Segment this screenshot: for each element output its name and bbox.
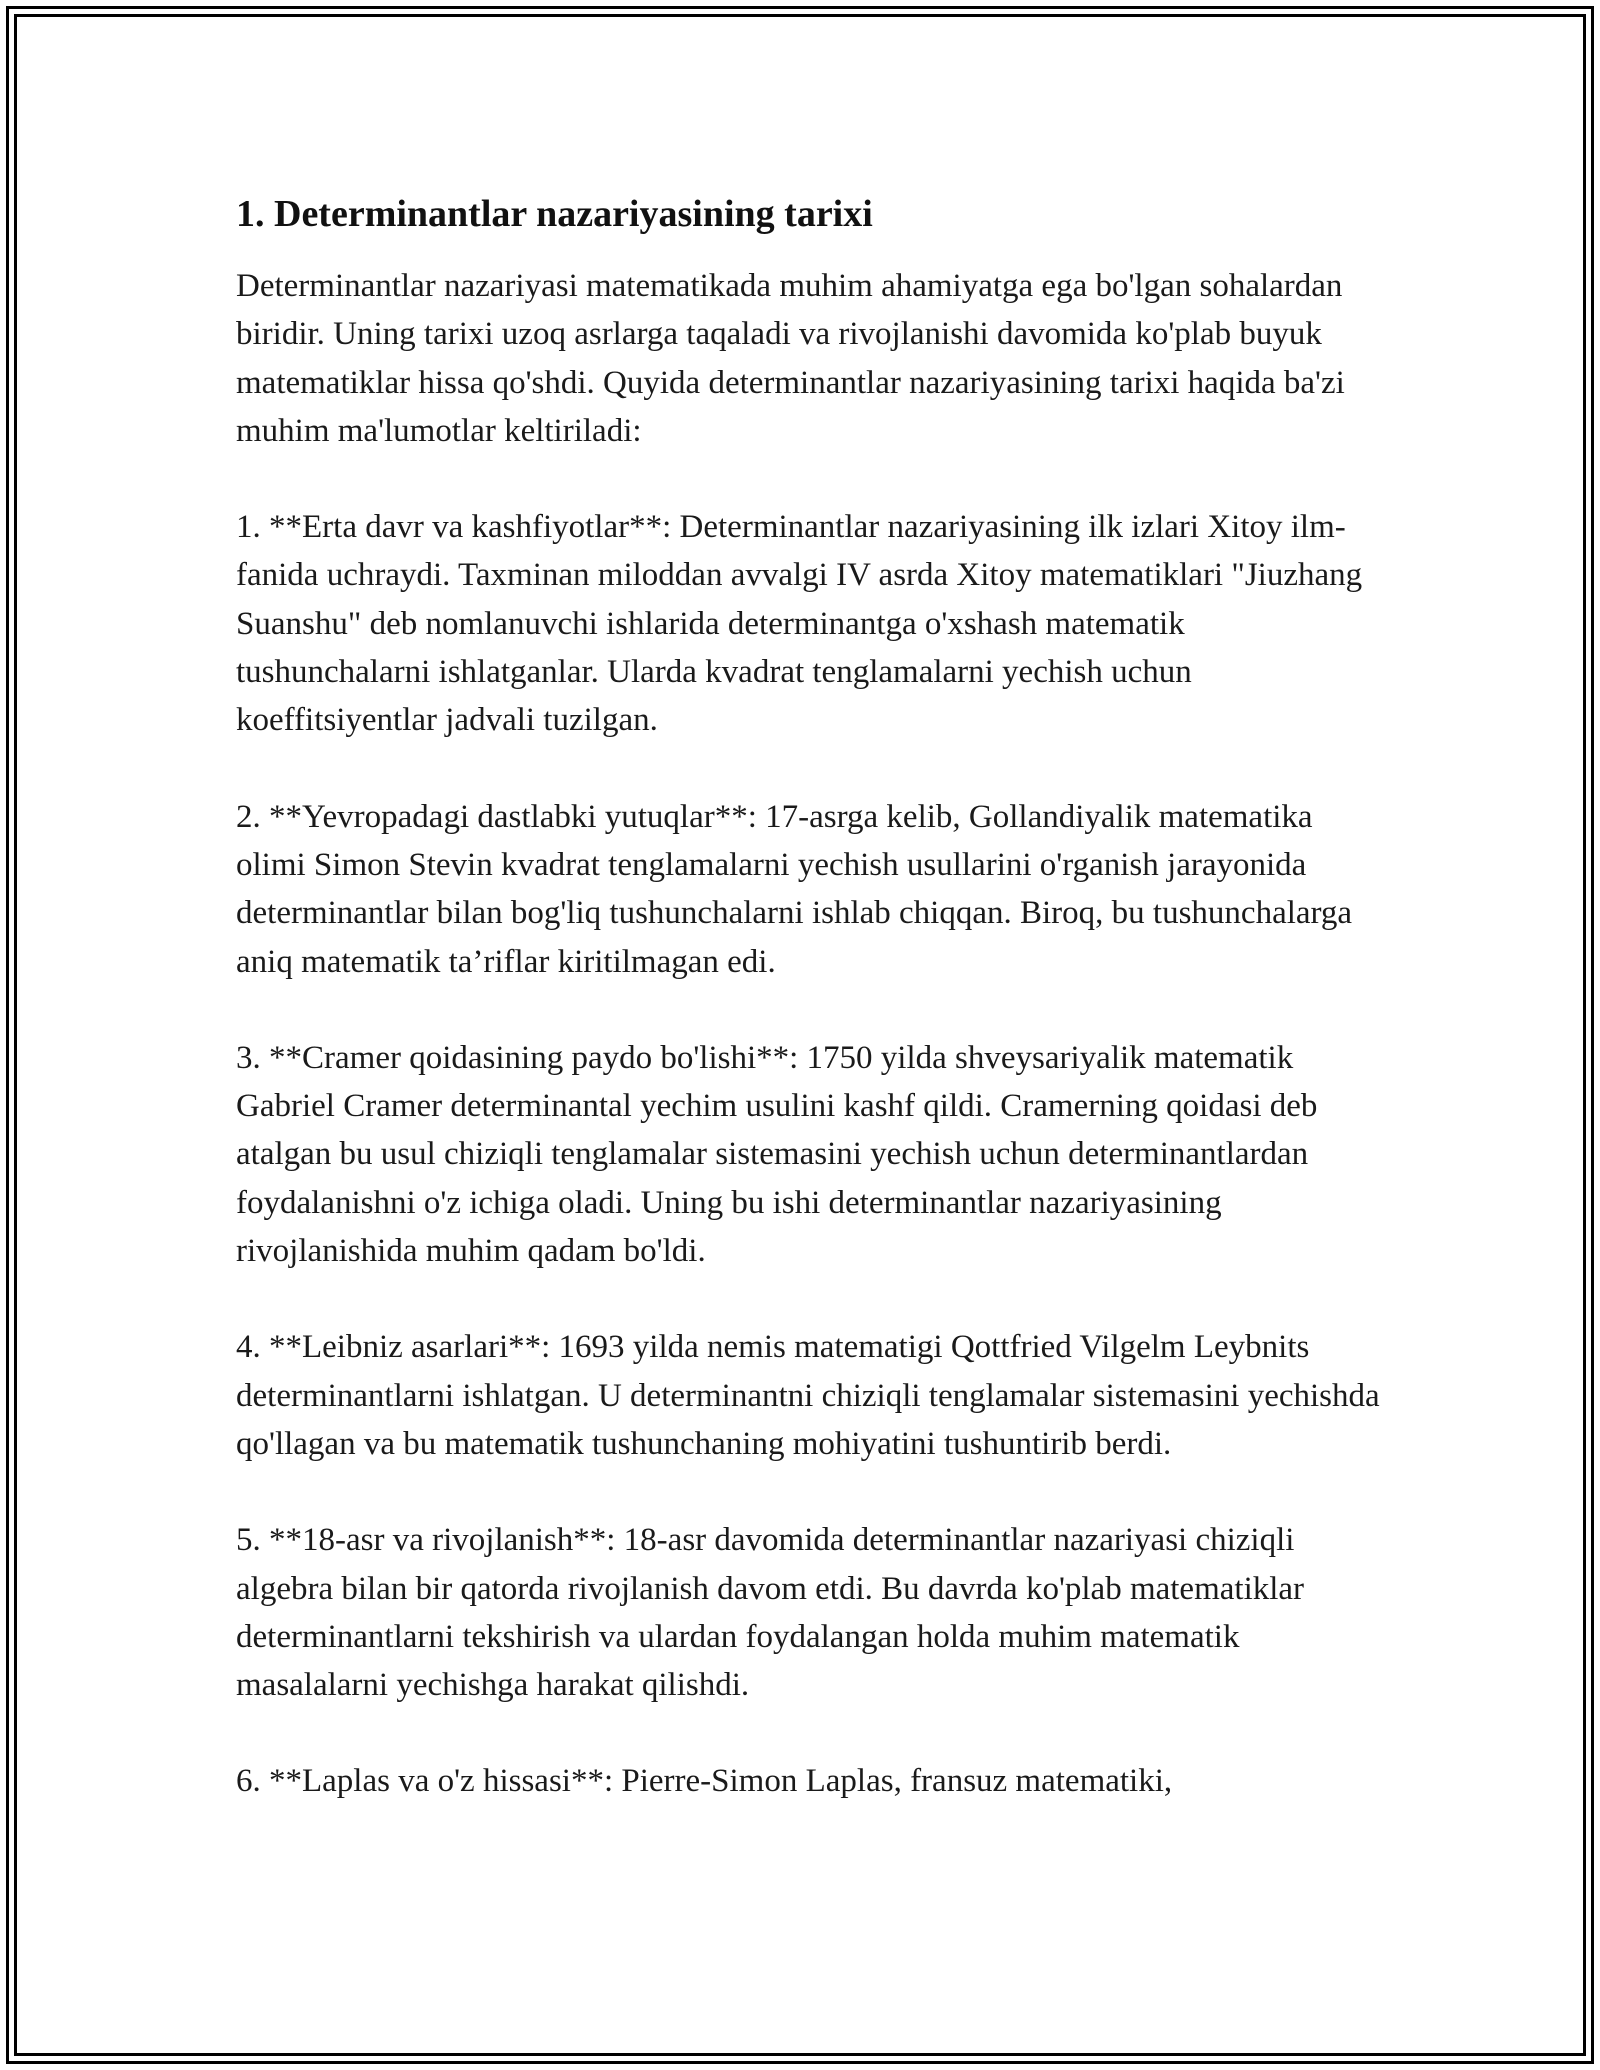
document-body	[236, 186, 1386, 1806]
paragraph-erta-davr: 1. **Erta davr va kashfiyotlar**: Determinantlar nazariyasining ilk izlari Xitoy ilm-fanida uchraydi. Taxminan miloddan avvalgi IV asrda Xitoy matematiklari "Jiuzhang Suanshu" deb nomlanuvchi ishlarida determinantga o'xshash matematik tushunchalarni ishlatganlar. Ularda kvadrat tenglamalarni yechish uchun koeffitsiyentlar jadvali tuzilgan.	[236, 509, 1363, 739]
paragraph-laplas: 6. **Laplas va o'z hissasi**: Pierre-Simon Laplas, fransuz matematiki,	[236, 1763, 1173, 1800]
paragraph-cramer: 3. **Cramer qoidasining paydo bo'lishi**: 1750 yilda shveysariyalik matematik Gabriel Cramer determinantal yechim usulini kashf qildi. Cramerning qoidasi deb atalgan bu usul chiziqli tenglamalar sistemasini yechish uchun determinantlardan foydalanishni o'z ichiga oladi. Uning bu ishi determinantlar nazariyasining rivojlanishida muhim qadam bo'ldi.	[236, 1039, 1318, 1270]
document-title: 1. Determinantlar nazariyasining tarixi	[236, 193, 873, 235]
paragraph-yevropa: 2. **Yevropadagi dastlabki yutuqlar**: 17-asrga kelib, Gollandiyalik matematika olimi Simon Stevin kvadrat tenglamalarni yechish usullarini o'rganish jarayonida determinantlar bilan bog'liq tushunchalarni ishlab chiqqan. Biroq, bu tushunchalarga aniq matematik ta’riflar kiritilmagan edi.	[236, 798, 1353, 980]
paragraph-leibniz: 4. **Leibniz asarlari**: 1693 yilda nemis matematigi Qottfried Vilgelm Leybnits determinantlarni ishlatgan. U determinantni chiziqli tenglamalar sistemasini yechishda qo'llagan va bu matematik tushunchaning mohiyatini tushuntirib berdi.	[236, 1329, 1380, 1462]
intro-paragraph: Determinantlar nazariyasi matematikada muhim ahamiyatga ega bo'lgan sohalardan biridir. Uning tarixi uzoq asrlarga taqaladi va rivojlanishi davomida ko'plab buyuk matematiklar hissa qo'shdi. Quyida determinantlar nazariyasining tarixi haqida ba'zi muhim ma'lumotlar keltiriladi:	[236, 268, 1345, 449]
paragraph-18-asr: 5. **18-asr va rivojlanish**: 18-asr davomida determinantlar nazariyasi chiziqli algebra bilan bir qatorda rivojlanish davom etdi. Bu davrda ko'plab matematiklar determinantlarni tekshirish va ulardan foydalangan holda muhim matematik masalalarni yechishga harakat qilishdi.	[236, 1522, 1305, 1704]
